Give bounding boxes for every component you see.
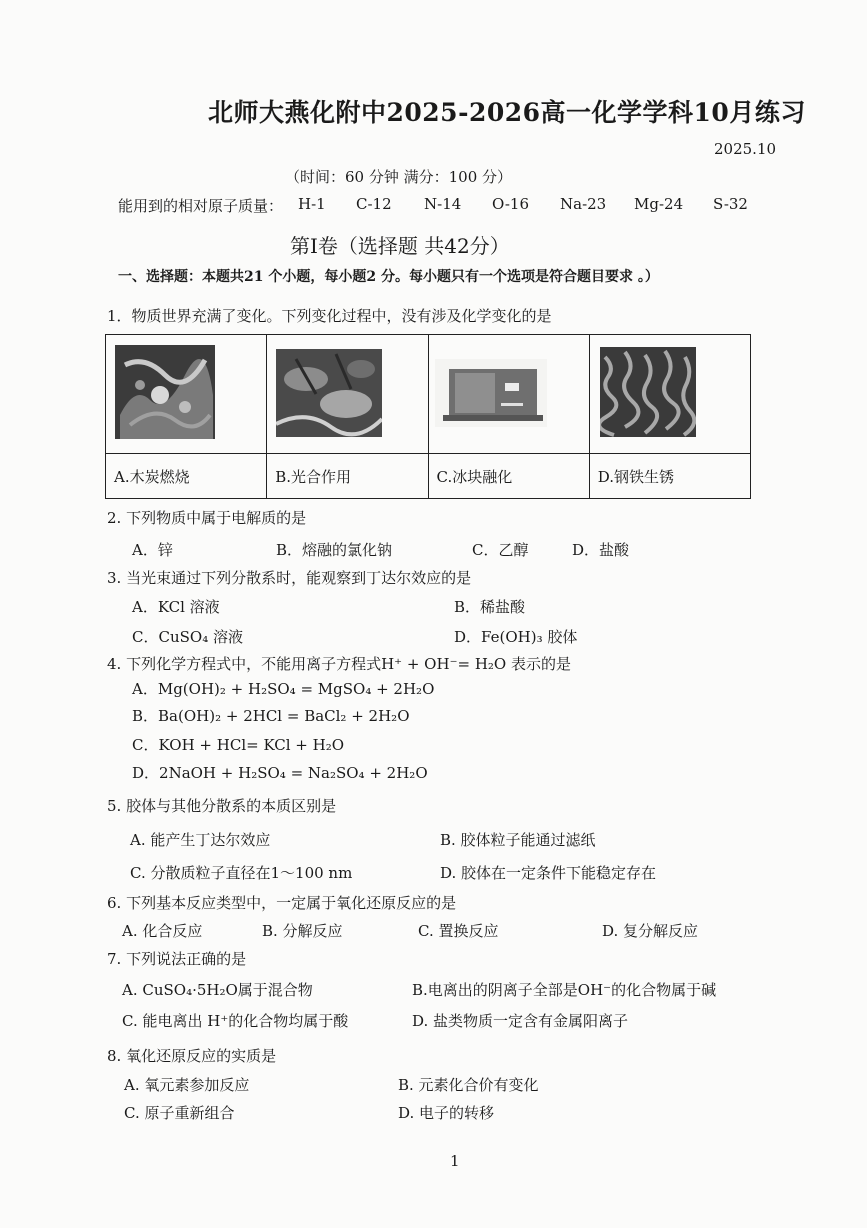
question-1-image-table xyxy=(105,334,751,499)
question-2-option-c: C．乙醇 xyxy=(472,541,529,559)
atomic-mass-item: O-16 xyxy=(492,195,530,213)
atomic-mass-item: S-32 xyxy=(713,195,748,213)
question-5-option-c: C. 分散质粒子直径在1～100 nm xyxy=(130,864,353,882)
question-7-option-c: C. 能电离出 H⁺的化合物均属于酸 xyxy=(122,1012,349,1030)
ice-melting-photo xyxy=(435,359,547,427)
question-4-option-d: D．2NaOH + H₂SO₄ = Na₂SO₄ + 2H₂O xyxy=(132,764,428,782)
question-6-option-b: B. 分解反应 xyxy=(262,922,343,940)
question-6-option-c: C. 置换反应 xyxy=(418,922,499,940)
question-8-option-d: D. 电子的转移 xyxy=(398,1104,495,1122)
question-3-stem: 3. 当光束通过下列分散系时，能观察到丁达尔效应的是 xyxy=(107,569,472,587)
option-b-image-cell xyxy=(267,335,428,454)
question-3-option-c: C．CuSO₄ 溶液 xyxy=(132,628,243,646)
question-5-option-d: D. 胶体在一定条件下能稳定存在 xyxy=(440,864,657,882)
question-3-option-b: B．稀盐酸 xyxy=(454,598,526,616)
steel-rusting-photo xyxy=(600,347,696,437)
question-7-stem: 7. 下列说法正确的是 xyxy=(107,950,247,968)
question-8-option-c: C. 原子重新组合 xyxy=(124,1104,235,1122)
question-4-option-b: B．Ba(OH)₂ + 2HCl = BaCl₂ + 2H₂O xyxy=(132,707,410,725)
option-a-label: A.木炭燃烧 xyxy=(106,454,267,499)
option-c-image-cell xyxy=(428,335,589,454)
question-4-option-c: C．KOH + HCl= KCl + H₂O xyxy=(132,736,345,754)
question-7-option-d: D. 盐类物质一定含有金属阳离子 xyxy=(412,1012,629,1030)
page-number: 1 xyxy=(450,1152,460,1170)
exam-info: （时间：60 分钟 满分：100 分） xyxy=(285,168,513,186)
question-7-option-b: B.电离出的阴离子全部是OH⁻的化合物属于碱 xyxy=(412,981,717,999)
option-d-label: D.钢铁生锈 xyxy=(589,454,750,499)
atomic-mass-item: N-14 xyxy=(424,195,462,213)
question-8-stem: 8. 氧化还原反应的实质是 xyxy=(107,1047,277,1065)
question-2-stem: 2. 下列物质中属于电解质的是 xyxy=(107,509,307,527)
atomic-mass-item: Mg-24 xyxy=(634,195,684,213)
question-5-option-a: A. 能产生丁达尔效应 xyxy=(130,831,271,849)
question-7-option-a: A. CuSO₄·5H₂O属于混合物 xyxy=(122,981,313,999)
question-2-option-b: B．熔融的氯化钠 xyxy=(276,541,393,559)
option-b-label: B.光合作用 xyxy=(267,454,428,499)
option-a-image-cell xyxy=(106,335,267,454)
question-6-stem: 6. 下列基本反应类型中，一定属于氧化还原反应的是 xyxy=(107,894,457,912)
charcoal-burning-photo xyxy=(115,345,215,439)
page-title: 北师大燕化附中2025-2026高一化学学科10月练习 xyxy=(208,98,806,127)
section-instruction: 一、选择题：本题共21 个小题，每小题2 分。每小题只有一个选项是符合题目要求 。） xyxy=(118,269,659,285)
question-4-stem: 4. 下列化学方程式中，不能用离子方程式H⁺ + OH⁻= H₂O 表示的是 xyxy=(107,655,571,673)
option-c-label: C.冰块融化 xyxy=(428,454,589,499)
exam-date: 2025.10 xyxy=(714,140,777,158)
question-6-option-a: A. 化合反应 xyxy=(122,922,203,940)
option-d-image-cell xyxy=(589,335,750,454)
section-title: 第I卷（选择题 共42分） xyxy=(290,234,510,258)
atomic-mass-item: Na-23 xyxy=(560,195,607,213)
question-3-option-d: D．Fe(OH)₃ 胶体 xyxy=(454,628,578,646)
photosynthesis-photo xyxy=(276,349,382,437)
question-8-option-b: B. 元素化合价有变化 xyxy=(398,1076,539,1094)
atomic-mass-label: 能用到的相对原子质量： xyxy=(118,197,284,215)
question-4-option-a: A．Mg(OH)₂ + H₂SO₄ = MgSO₄ + 2H₂O xyxy=(132,680,435,698)
question-5-stem: 5. 胶体与其他分散系的本质区别是 xyxy=(107,797,337,815)
atomic-mass-item: C-12 xyxy=(356,195,392,213)
question-3-option-a: A．KCl 溶液 xyxy=(132,598,220,616)
question-2-option-d: D．盐酸 xyxy=(572,541,630,559)
question-5-option-b: B. 胶体粒子能通过滤纸 xyxy=(440,831,596,849)
question-6-option-d: D. 复分解反应 xyxy=(602,922,699,940)
question-1-stem: 1．物质世界充满了变化。下列变化过程中，没有涉及化学变化的是 xyxy=(107,307,552,325)
question-2-option-a: A．锌 xyxy=(132,541,173,559)
question-8-option-a: A. 氧元素参加反应 xyxy=(124,1076,250,1094)
atomic-mass-item: H-1 xyxy=(298,195,326,213)
